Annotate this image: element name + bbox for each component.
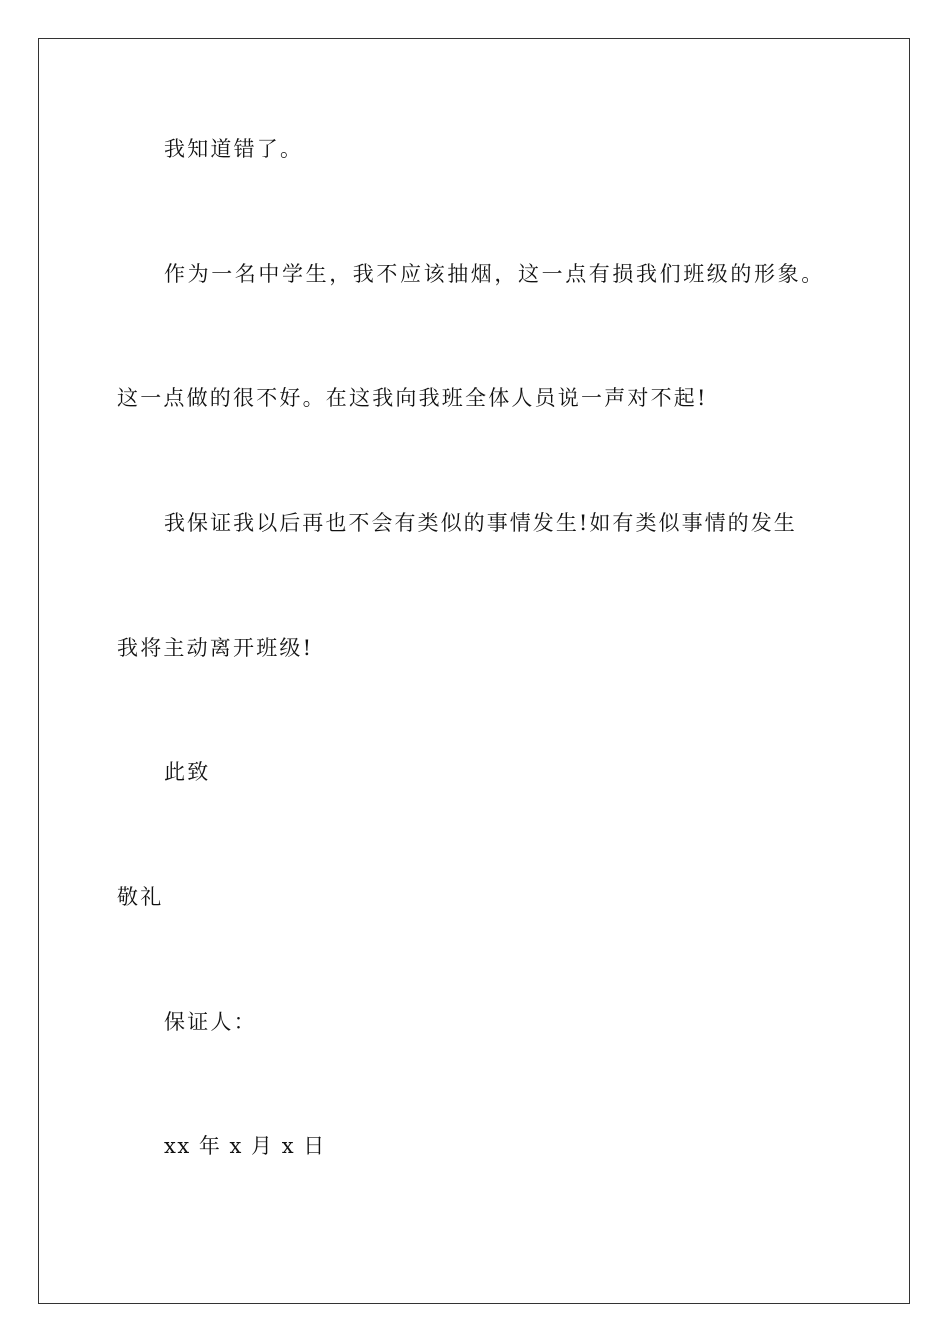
page-border xyxy=(38,38,910,1304)
signatory-label: 保证人： xyxy=(164,1010,257,1034)
paragraph-consequence: 我将主动离开班级! xyxy=(117,636,314,660)
closing-salutation: 此致 xyxy=(164,760,211,784)
paragraph-admission: 我知道错了。 xyxy=(164,137,304,161)
date-line: xx 年 x 月 x 日 xyxy=(164,1134,326,1158)
paragraph-statement: 作为一名中学生，我不应该抽烟，这一点有损我们班级的形象。 xyxy=(164,262,825,286)
paragraph-apology: 这一点做的很不好。在这我向我班全体人员说一声对不起! xyxy=(117,386,708,410)
paragraph-promise: 我保证我以后再也不会有类似的事情发生!如有类似事情的发生 xyxy=(164,511,797,535)
closing-regards: 敬礼 xyxy=(117,885,164,909)
